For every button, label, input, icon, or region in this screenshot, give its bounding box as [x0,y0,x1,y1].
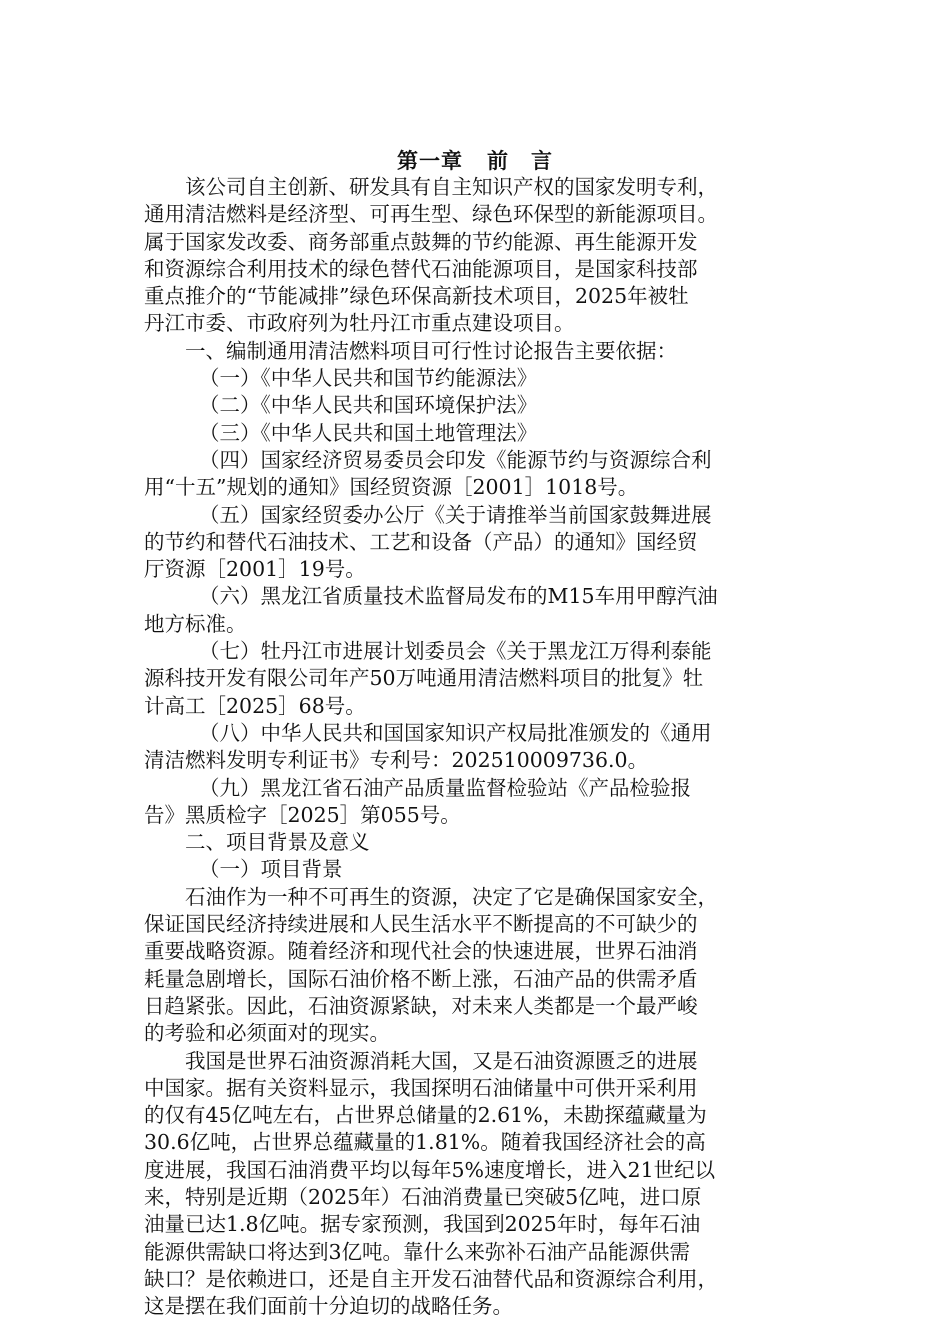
text-line: 的考验和必须面对的现实。 [144,1021,390,1046]
text-line: 属于国家发改委、商务部重点鼓舞的节约能源、再生能源开发 [144,229,698,254]
text-line: 计高工［2025］68号。 [144,693,366,718]
text-line: 耗量急剧增长，国际石油价格不断上涨，石油产品的供需矛盾 [144,966,698,991]
text-line: 我国是世界石油资源消耗大国，又是石油资源匮乏的进展 [185,1048,698,1073]
text-line: 度进展，我国石油消费平均以每年5%速度增长，进入21世纪以 [144,1157,716,1182]
text-line: 重点推介的“节能减排”绿色环保高新技术项目，2025年被牡 [144,284,689,309]
text-line: 油量已达1.8亿吨。据专家预测，我国到2025年时，每年石油 [144,1212,701,1237]
text-line: 二、项目背景及意义 [185,830,370,855]
text-line: 来，特别是近期（2025年）石油消费量已突破5亿吨，进口原 [144,1184,702,1209]
chapter-title [144,148,806,174]
text-line: 的节约和替代石油技术、工艺和设备（产品）的通知》国经贸 [144,529,698,554]
text-line: 告》黑质检字［2025］第055号。 [144,802,461,827]
text-line: 地方标准。 [144,611,247,636]
text-line: （八）中华人民共和国国家知识产权局批准颁发的《通用 [199,720,712,745]
text-line: （二）《中华人民共和国环境保护法》 [199,393,538,418]
text-line: 重要战略资源。随着经济和现代社会的快速进展，世界石油消 [144,939,698,964]
text-line: 保证国民经济持续进展和人民生活水平不断提高的不可缺少的 [144,912,698,937]
text-line: 中国家。据有关资料显示，我国探明石油储量中可供开采利用 [144,1075,698,1100]
chapter-title-main: 第一章 [397,148,463,173]
text-line: 通用清洁燃料是经济型、可再生型、绿色环保型的新能源项目。 [144,202,718,227]
text-line: 厅资源［2001］19号。 [144,557,366,582]
text-line: 一、编制通用清洁燃料项目可行性讨论报告主要依据： [185,338,677,363]
text-line: （一）《中华人民共和国节约能源法》 [199,366,538,391]
text-line: （六）黑龙江省质量技术监督局发布的M15车用甲醇汽油 [199,584,718,609]
text-line: 该公司自主创新、研发具有自主知识产权的国家发明专利， [185,175,718,199]
text-line: 源科技开发有限公司年产50万吨通用清洁燃料项目的批复》牡 [144,666,704,691]
text-line: （五）国家经贸委办公厅《关于请推举当前国家鼓舞进展 [199,502,712,527]
text-line: 缺口？是依赖进口，还是自主开发石油替代品和资源综合利用， [144,1266,718,1291]
text-line: （七）牡丹江市进展计划委员会《关于黑龙江万得利泰能 [199,639,712,664]
text-line: （一）项目背景 [199,857,343,882]
text-line: 30.6亿吨，占世界总蕴藏量的1.81%。随着我国经济社会的高 [144,1130,706,1155]
text-line: 清洁燃料发明专利证书》专利号：202510009736.0。 [144,748,649,773]
text-line: 日趋紧张。因此，石油资源紧缺，对未来人类都是一个最严峻 [144,993,698,1018]
text-line: 用“十五”规划的通知》国经贸资源［2001］1018号。 [144,475,639,500]
chapter-title-sub: 前 言 [487,148,553,173]
text-line: （三）《中华人民共和国土地管理法》 [199,420,538,445]
document-body [144,174,806,1320]
document-page [144,148,806,1320]
text-line: 的仅有45亿吨左右，占世界总储量的2.61%，未勘探蕴藏量为 [144,1103,707,1128]
text-line: 石油作为一种不可再生的资源，决定了它是确保国家安全， [185,884,718,909]
text-line: 能源供需缺口将达到3亿吨。靠什么来弥补石油产品能源供需 [144,1239,691,1264]
text-line: （九）黑龙江省石油产品质量监督检验站《产品检验报 [199,775,691,800]
text-line: 丹江市委、市政府列为牡丹江市重点建设项目。 [144,311,575,336]
text-line: 和资源综合利用技术的绿色替代石油能源项目，是国家科技部 [144,256,698,281]
text-line: （四）国家经济贸易委员会印发《能源节约与资源综合利 [199,447,712,472]
text-line: 这是摆在我们面前十分迫切的战略任务。 [144,1294,513,1319]
